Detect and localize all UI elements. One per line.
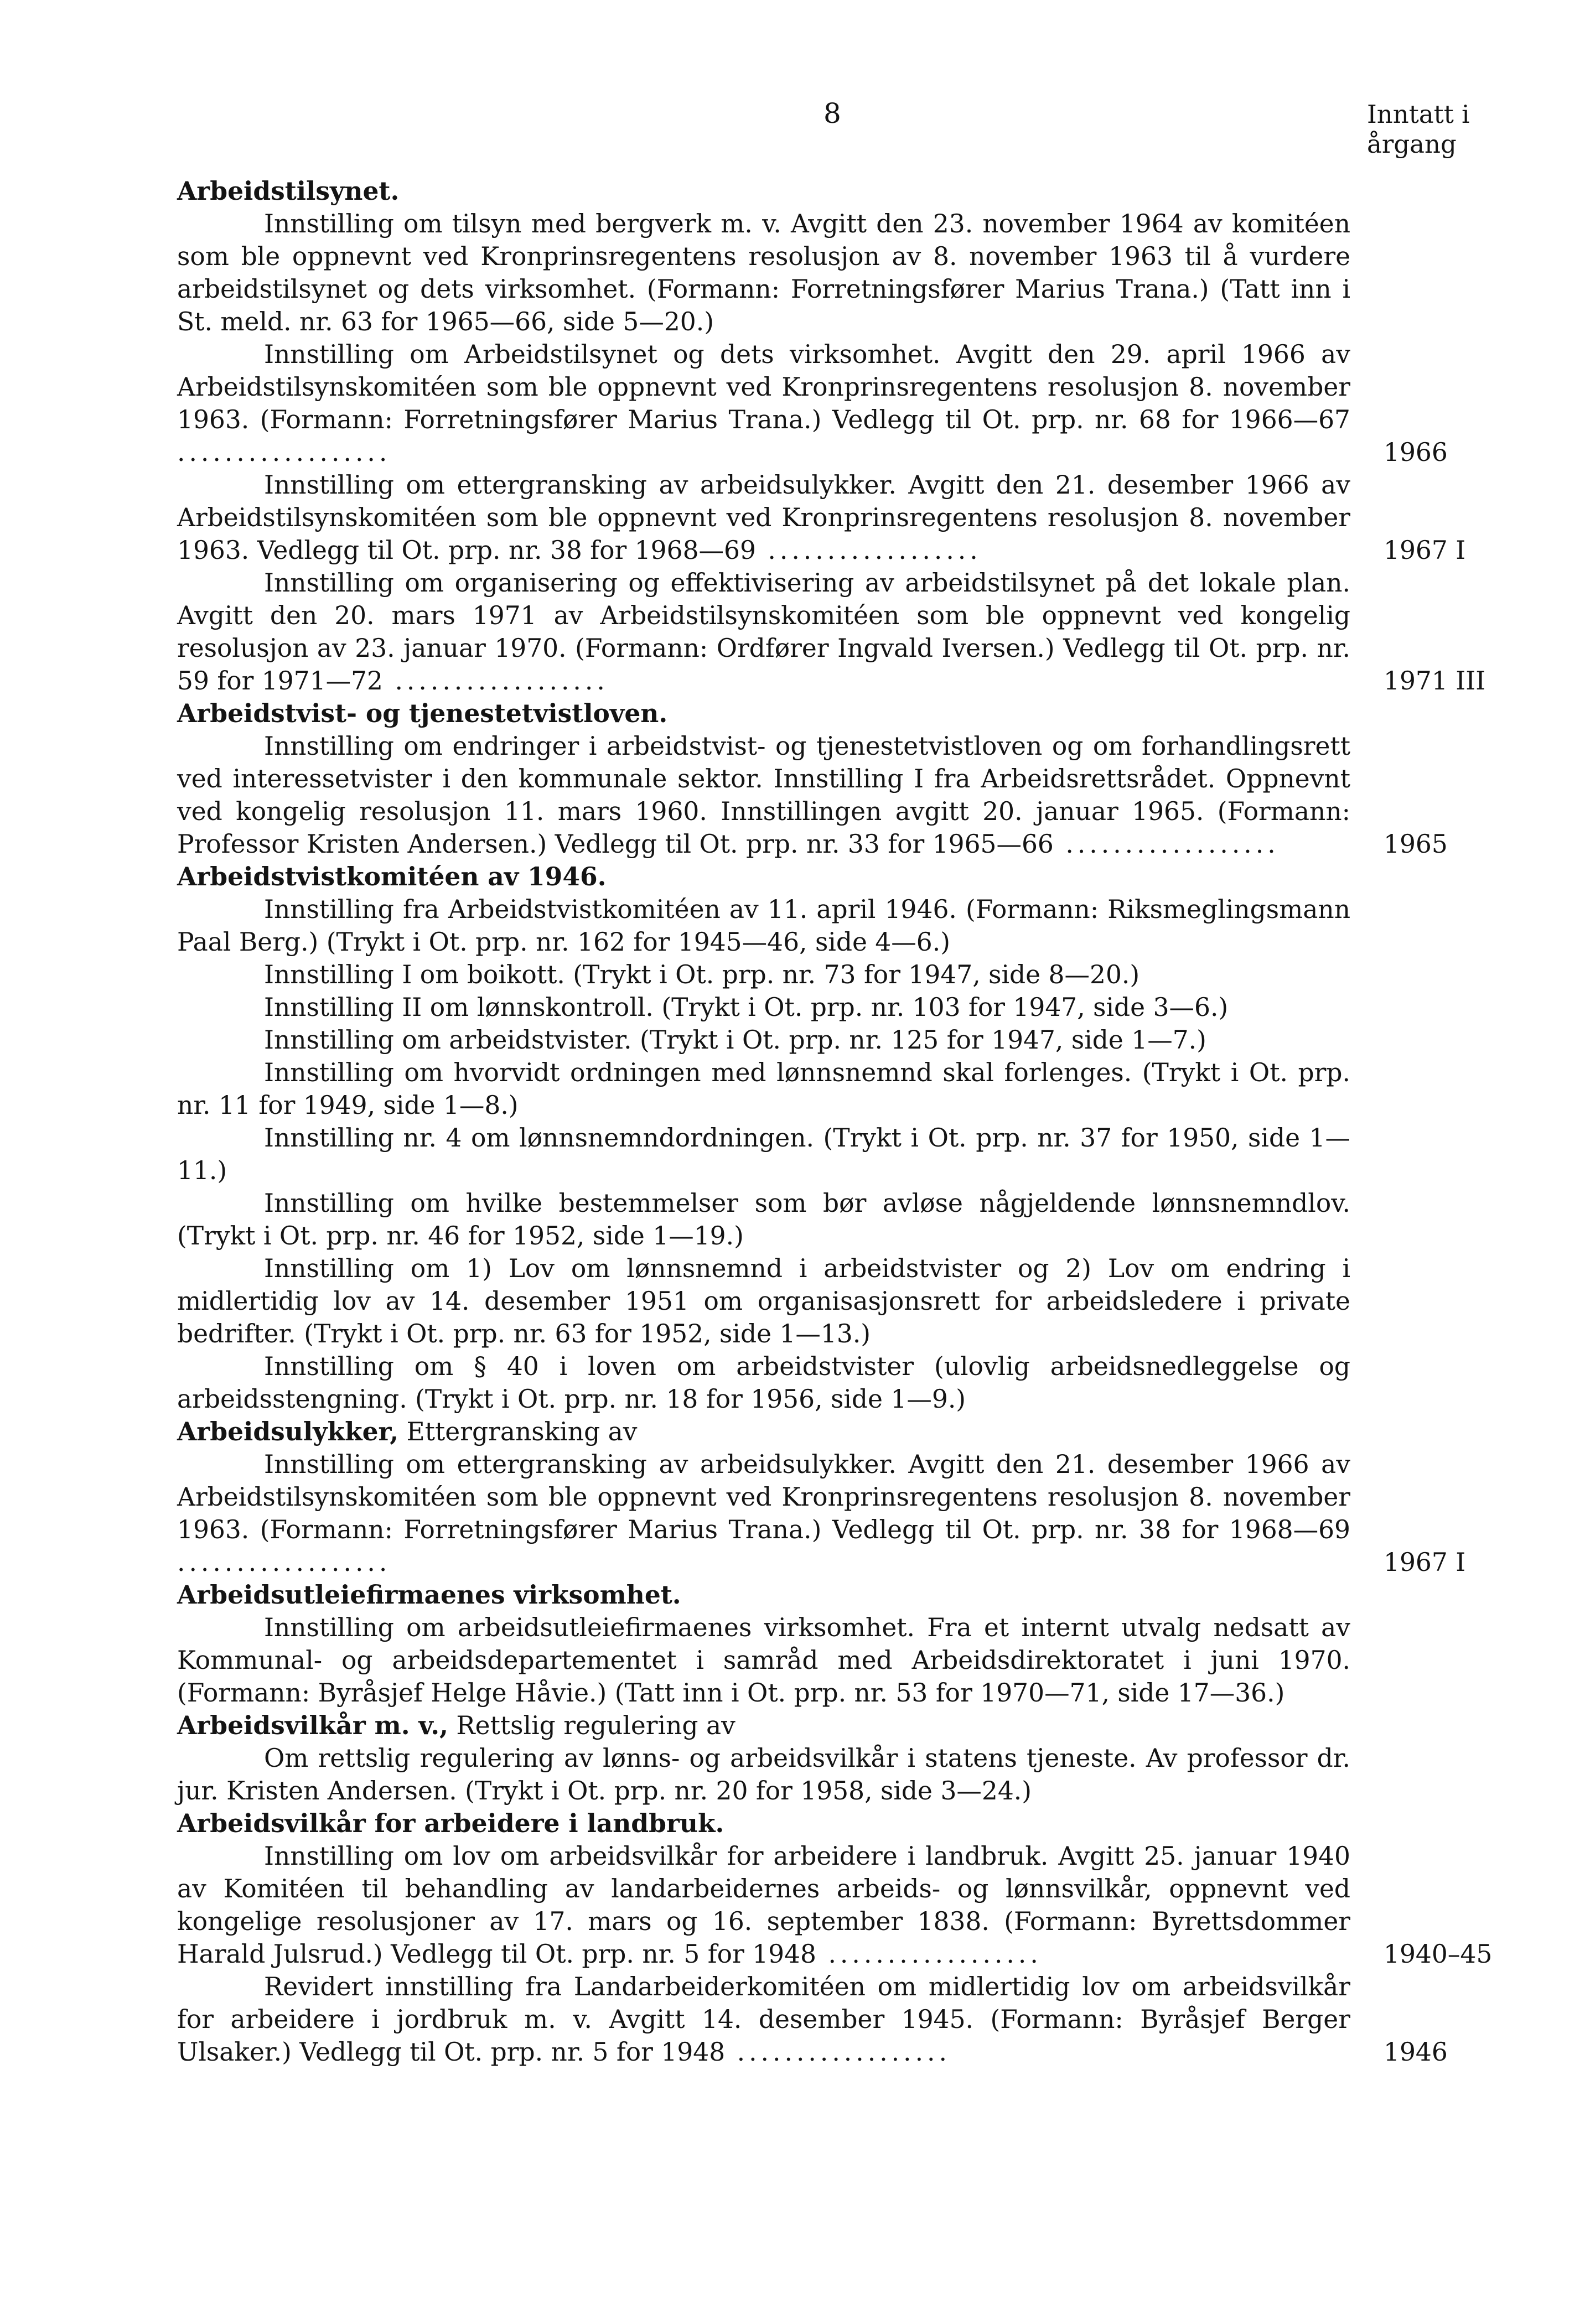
index-entry (177, 567, 1486, 697)
dot-leaders: .................. (177, 1548, 391, 1577)
dot-leaders: .................. (383, 666, 609, 696)
entry-text: Innstilling II om lønnskontroll. (Trykt i Ot. prp. nr. 103 for 1947, side 3—6.) (264, 993, 1229, 1022)
index-entry (177, 1024, 1474, 1056)
entry-year: 1946 (1384, 2037, 1448, 2067)
section-heading-title: Arbeidstvistkomitéen av 1946. (177, 862, 607, 891)
index-entry (177, 958, 1474, 991)
dot-leaders: .................. (755, 536, 982, 565)
index-entry (177, 469, 1474, 567)
dot-leaders: .................. (177, 438, 391, 467)
entry-year: 1940–45 (1384, 1939, 1493, 1969)
entry-text: Innstilling om arbeidstvister. (Trykt i Ot. prp. nr. 125 for 1947, side 1—7.) (264, 1025, 1206, 1055)
page-number: 8 (823, 97, 841, 129)
section-heading (177, 697, 1474, 730)
entry-text: Innstilling fra Arbeidstvistkomitéen av 11. april 1946. (Formann: Riksmeglingsmann Paal Berg.) (Trykt i Ot. prp. nr. 162 for 1945—46, side 4—6.) (177, 895, 1350, 957)
dot-leaders: .................. (725, 2037, 951, 2067)
section-heading (177, 860, 1474, 893)
section-heading-title: Arbeidsvilkår for arbeidere i landbruk. (177, 1808, 724, 1838)
entry-text: Innstilling om organisering og effektivisering av arbeidstilsynet på det lokale plan. Avgitt den 20. mars 1971 av Arbeidstilsynskomitéen som ble oppnevnt ved kongelig resolusjon av 23. januar 1970. (Formann: Ordfører Ingvald Iversen.) Vedlegg til Ot. prp. nr. 59 for 1971—72 .................. (177, 568, 1350, 696)
entry-text: Innstilling om tilsyn med bergverk m. v. Avgitt den 23. november 1964 av komitéen som ble oppnevnt ved Kronprinsregentens resolusjon av 8. november 1963 til å vurdere arbeidstilsynet og dets virksomhet. (Formann: Forretningsfører Marius Trana.) (Tatt inn i St. meld. nr. 63 for 1965—66, side 5—20.) (177, 209, 1350, 336)
index-entry (177, 1448, 1474, 1579)
entry-year: 1967 I (1384, 1548, 1466, 1577)
index-entry (177, 893, 1474, 958)
entry-text: Om rettslig regulering av lønns- og arbeidsvilkår i statens tjeneste. Av professor dr. jur. Kristen Andersen. (Trykt i Ot. prp. nr. 20 for 1958, side 3—24.) (177, 1744, 1350, 1806)
entry-text: Innstilling om arbeidsutleiefirmaenes virksomhet. Fra et internt utvalg nedsatt av Kommunal- og arbeidsdepartementet i samråd med Arbeidsdirektoratet i juni 1970. (Formann: Byråsjef Helge Håvie.) (Tatt inn i Ot. prp. nr. 53 for 1970—71, side 17—36.) (177, 1613, 1350, 1708)
index-entry (177, 1122, 1474, 1187)
section-heading-title: Arbeidsvilkår m. v., (177, 1710, 448, 1740)
entry-text: Innstilling om endringer i arbeidstvist- og tjenestetvistloven og om forhandlingsrett ved interessetvister i den kommunale sektor. Innstilling I fra Arbeidsrettsrådet. Oppnevnt ved kongelig resolusjon 11. mars 1960. Innstillingen avgitt 20. januar 1965. (Formann: Professor Kristen Andersen.) Vedlegg til Ot. prp. nr. 33 for 1965—66 .................. (177, 732, 1350, 859)
entry-text: Innstilling om Arbeidstilsynet og dets virksomhet. Avgitt den 29. april 1966 av Arbeidstilsynskomitéen som ble oppnevnt ved Kronprinsregentens resolusjon 8. november 1963. (Formann: Forretningsfører Marius Trana.) Vedlegg til Ot. prp. nr. 68 for 1966—67 .................. (177, 340, 1350, 467)
section-heading-subtitle: Ettergransking av (398, 1417, 638, 1446)
index-entry (177, 1970, 1474, 2068)
section-heading-subtitle: Rettslig regulering av (448, 1711, 735, 1740)
index-entry (177, 730, 1474, 860)
section-heading (177, 1807, 1474, 1840)
index-entry (177, 1742, 1474, 1807)
index-entry (177, 338, 1474, 469)
entry-text: Innstilling om § 40 i loven om arbeidstvister (ulovlig arbeidsnedleggelse og arbeidsstengning. (Trykt i Ot. prp. nr. 18 for 1956, side 1—9.) (177, 1352, 1350, 1414)
section-heading-title: Arbeidsutleiefirmaenes virksomhet. (177, 1580, 681, 1610)
entry-text: Innstilling om ettergransking av arbeidsulykker. Avgitt den 21. desember 1966 av Arbeidstilsynskomitéen som ble oppnevnt ved Kronprinsregentens resolusjon 8. november 1963. (Formann: Forretningsfører Marius Trana.) Vedlegg til Ot. prp. nr. 38 for 1968—69 .................. (177, 1450, 1350, 1577)
index-entry (177, 208, 1474, 338)
index-entry (177, 1056, 1474, 1122)
index-entry (177, 991, 1474, 1024)
column-header: Inntatt i årgang (1367, 100, 1470, 159)
entry-text: Innstilling om hvorvidt ordningen med lønnsnemnd skal forlenges. (Trykt i Ot. prp. nr. 11 for 1949, side 1—8.) (177, 1058, 1350, 1120)
index-content (177, 175, 1493, 2068)
entry-text: Innstilling om hvilke bestemmelser som bør avløse någjeldende lønnsnemndlov. (Trykt i Ot. prp. nr. 46 for 1952, side 1—19.) (177, 1189, 1350, 1251)
section-heading-title: Arbeidsulykker, (177, 1417, 399, 1446)
entry-text: Innstilling om 1) Lov om lønnsnemnd i arbeidstvister og 2) Lov om endring i midlertidig lov av 14. desember 1951 om organisasjonsrett for arbeidsledere i private bedrifter. (Trykt i Ot. prp. nr. 63 for 1952, side 1—13.) (177, 1254, 1350, 1348)
section-heading (177, 1579, 1474, 1611)
entry-year: 1965 (1384, 829, 1448, 859)
index-entry (177, 1350, 1474, 1415)
section-heading (177, 1415, 1474, 1448)
dot-leaders: .................. (1053, 829, 1280, 859)
index-entry (177, 1840, 1493, 1970)
entry-year: 1966 (1384, 438, 1448, 467)
index-entry (177, 1252, 1474, 1350)
entry-text: Innstilling nr. 4 om lønnsnemndordningen. (Trykt i Ot. prp. nr. 37 for 1950, side 1—11.) (177, 1123, 1350, 1185)
section-heading-title: Arbeidstilsynet. (177, 176, 400, 206)
section-heading-title: Arbeidstvist- og tjenestetvistloven. (177, 698, 668, 728)
index-entry (177, 1611, 1474, 1709)
entry-year: 1967 I (1384, 536, 1466, 565)
section-heading (177, 175, 1474, 208)
entry-text: Innstilling om lov om arbeidsvilkår for arbeidere i landbruk. Avgitt 25. januar 1940 av Komitéen til behandling av landarbeidernes arbeids- og lønnsvilkår, oppnevnt ved kongelige resolusjoner av 17. mars og 16. september 1838. (Formann: Byrettsdommer Harald Julsrud.) Vedlegg til Ot. prp. nr. 5 for 1948 .................. (177, 1841, 1350, 1969)
entry-year: 1971 III (1384, 666, 1486, 696)
entry-text: Innstilling I om boikott. (Trykt i Ot. prp. nr. 73 for 1947, side 8—20.) (264, 960, 1140, 989)
index-entry (177, 1187, 1474, 1252)
dot-leaders: .................. (816, 1939, 1042, 1969)
entry-text: Revidert innstilling fra Landarbeiderkomitéen om midlertidig lov om arbeidsvilkår for arbeidere i jordbruk m. v. Avgitt 14. desember 1945. (Formann: Byråsjef Berger Ulsaker.) Vedlegg til Ot. prp. nr. 5 for 1948 .................. (177, 1972, 1350, 2067)
section-heading (177, 1709, 1474, 1742)
entry-text: Innstilling om ettergransking av arbeidsulykker. Avgitt den 21. desember 1966 av Arbeidstilsynskomitéen som ble oppnevnt ved Kronprinsregentens resolusjon 8. november 1963. Vedlegg til Ot. prp. nr. 38 for 1968—69 .................. (177, 470, 1350, 565)
